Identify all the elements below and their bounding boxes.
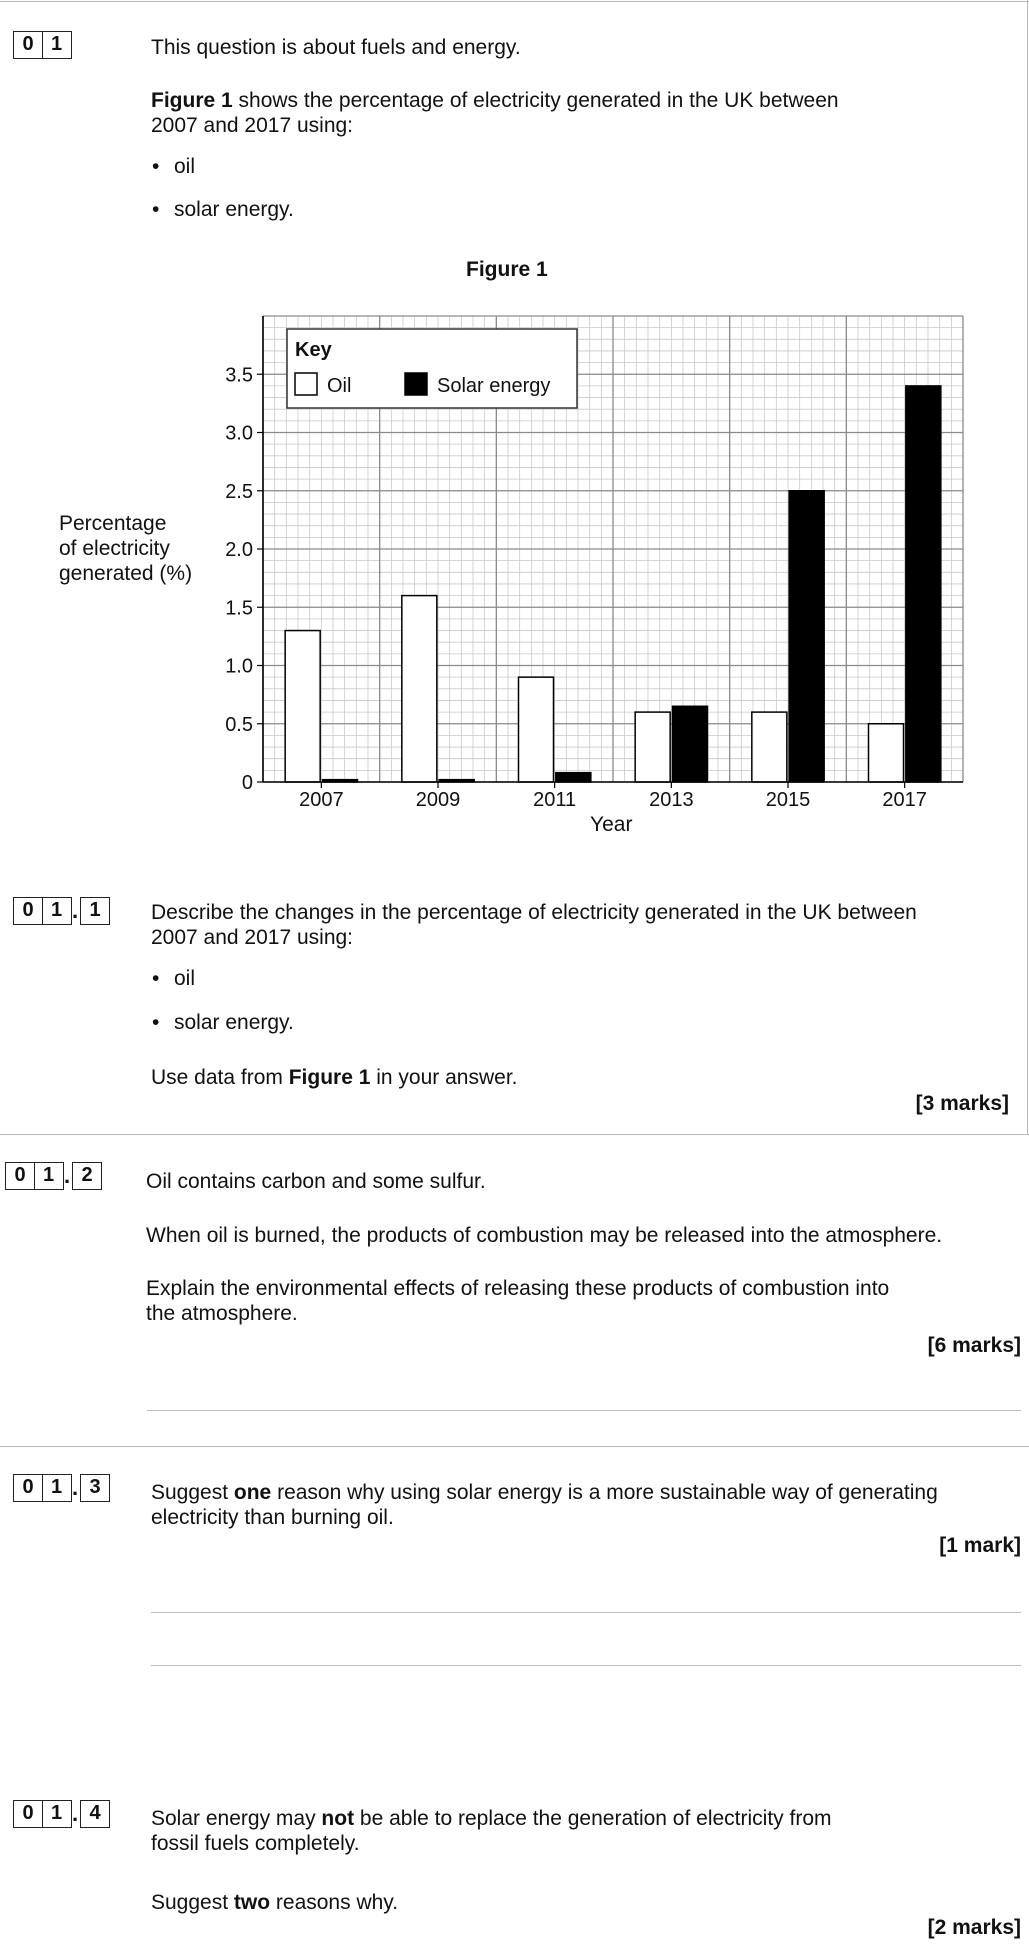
bar-oil-2015 <box>752 712 787 782</box>
bullet-solar: • solar energy. <box>174 197 294 222</box>
y-tick-label: 2.0 <box>225 539 253 561</box>
question-number-01-3 <box>13 1474 109 1502</box>
y-axis-label <box>59 511 192 586</box>
bullet-oil: • oil <box>174 154 195 179</box>
bar-oil-2013 <box>635 712 670 782</box>
marks-label: [1 mark] <box>939 1534 1021 1557</box>
question-digit: 4 <box>80 1800 110 1828</box>
legend-entry-solar-energy: Solar energy <box>437 375 551 397</box>
question-digit: 0 <box>13 1474 43 1502</box>
question-digit: 2 <box>72 1162 102 1190</box>
question-digit: 1 <box>34 1162 64 1190</box>
answer-line[interactable] <box>151 1612 1021 1613</box>
question-intro: This question is about fuels and energy. <box>151 36 521 59</box>
y-tick-label: 3.0 <box>225 422 253 445</box>
bar-oil-2009 <box>402 596 437 782</box>
bar-oil-2011 <box>519 677 554 782</box>
x-tick-label: 2007 <box>299 789 344 811</box>
question-dot: . <box>71 1801 79 1826</box>
question-digit: 1 <box>42 1800 72 1828</box>
emphasis: two <box>233 1891 271 1914</box>
legend-swatch-oil <box>295 373 317 395</box>
question-text: Suggest one reason why using solar energy is a more sustainable way of generating electricity than burning oil. <box>151 1481 938 1529</box>
figure-ref-text-2: 2007 and 2017 using: <box>151 114 354 137</box>
question-digit: 0 <box>13 1800 43 1828</box>
x-tick-label: 2017 <box>882 789 927 811</box>
question-number-01-4 <box>13 1800 109 1828</box>
figure-ref-bold: Figure 1 <box>151 89 233 112</box>
bullet-oil: • oil <box>174 966 195 991</box>
marks-label: [3 marks] <box>915 1092 1009 1115</box>
legend-entry-oil: Oil <box>327 375 352 397</box>
question-text: Oil contains carbon and some sulfur. <box>146 1170 486 1193</box>
x-tick-label: 2013 <box>649 789 694 811</box>
x-tick-label: 2015 <box>765 789 811 811</box>
y-tick-label: 0 <box>241 772 253 794</box>
x-axis-label: Year <box>590 813 633 836</box>
bar-oil-2007 <box>285 631 320 782</box>
legend-title: Key <box>295 339 332 361</box>
y-tick-label: 0.5 <box>225 713 253 736</box>
marks-label: [6 marks] <box>927 1334 1021 1357</box>
question-text: Solar energy may not be able to replace the generation of electricity from fossil fuels completely. <box>151 1807 832 1855</box>
question-digit: 0 <box>13 897 43 925</box>
question-text-line: 2007 and 2017 using: <box>151 926 354 949</box>
question-dot: . <box>71 898 79 923</box>
figure-ref-bold: Figure 1 <box>288 1066 371 1089</box>
question-digit: 1 <box>80 897 110 925</box>
y-tick-label: 3.5 <box>225 364 253 387</box>
question-digit: 0 <box>5 1162 35 1190</box>
section-divider <box>0 1446 1029 1447</box>
bar-solar-energy-2011 <box>556 773 591 782</box>
bar-solar-energy-2015 <box>789 491 824 782</box>
y-tick-label: 1.0 <box>225 655 253 678</box>
y-axis-label-line: Percentage <box>59 512 167 535</box>
emphasis: not <box>321 1807 355 1830</box>
emphasis: one <box>233 1481 272 1504</box>
marks-label: [2 marks] <box>927 1916 1021 1939</box>
question-text: Explain the environmental effects of releasing these products of combustion into the atmosphere. <box>146 1277 890 1325</box>
question-number-01-2 <box>5 1162 101 1190</box>
bullet-solar: • solar energy. <box>174 1010 294 1035</box>
legend-swatch-solar-energy <box>405 373 427 395</box>
y-tick-label: 1.5 <box>225 597 253 620</box>
question-dot: . <box>71 1475 79 1500</box>
y-axis-label-line: generated (%) <box>59 562 193 585</box>
question-instruction: Suggest two reasons why. <box>151 1891 399 1914</box>
question-text-line: Describe the changes in the percentage of electricity generated in the UK between <box>151 901 917 924</box>
figure-title: Figure 1 <box>466 258 548 281</box>
question-digit: 1 <box>42 31 72 59</box>
question-number-01-1 <box>13 897 109 925</box>
x-tick-label: 2011 <box>533 789 577 811</box>
figure-ref-text: shows the percentage of electricity generated in the UK between <box>232 89 839 112</box>
question-instruction: Use data from Figure 1 in your answer. <box>151 1066 518 1089</box>
question-digit: 3 <box>80 1474 110 1502</box>
bar-chart <box>0 0 1029 860</box>
question-text <box>151 900 1021 950</box>
bar-solar-energy-2013 <box>673 706 708 782</box>
answer-line[interactable] <box>151 1665 1021 1666</box>
question-text: When oil is burned, the products of combustion may be released into the atmosphere. <box>146 1224 943 1247</box>
y-axis-label-line: of electricity <box>59 537 170 560</box>
question-digit: 0 <box>13 31 43 59</box>
question-digit: 1 <box>42 897 72 925</box>
answer-line[interactable] <box>147 1410 1021 1411</box>
y-tick-label: 2.5 <box>225 480 253 503</box>
x-tick-label: 2009 <box>415 789 461 811</box>
question-digit: 1 <box>42 1474 72 1502</box>
section-divider <box>0 1134 1029 1135</box>
bar-solar-energy-2017 <box>906 386 941 782</box>
chart-legend <box>287 329 577 408</box>
question-dot: . <box>63 1163 71 1188</box>
bar-oil-2017 <box>869 724 904 782</box>
